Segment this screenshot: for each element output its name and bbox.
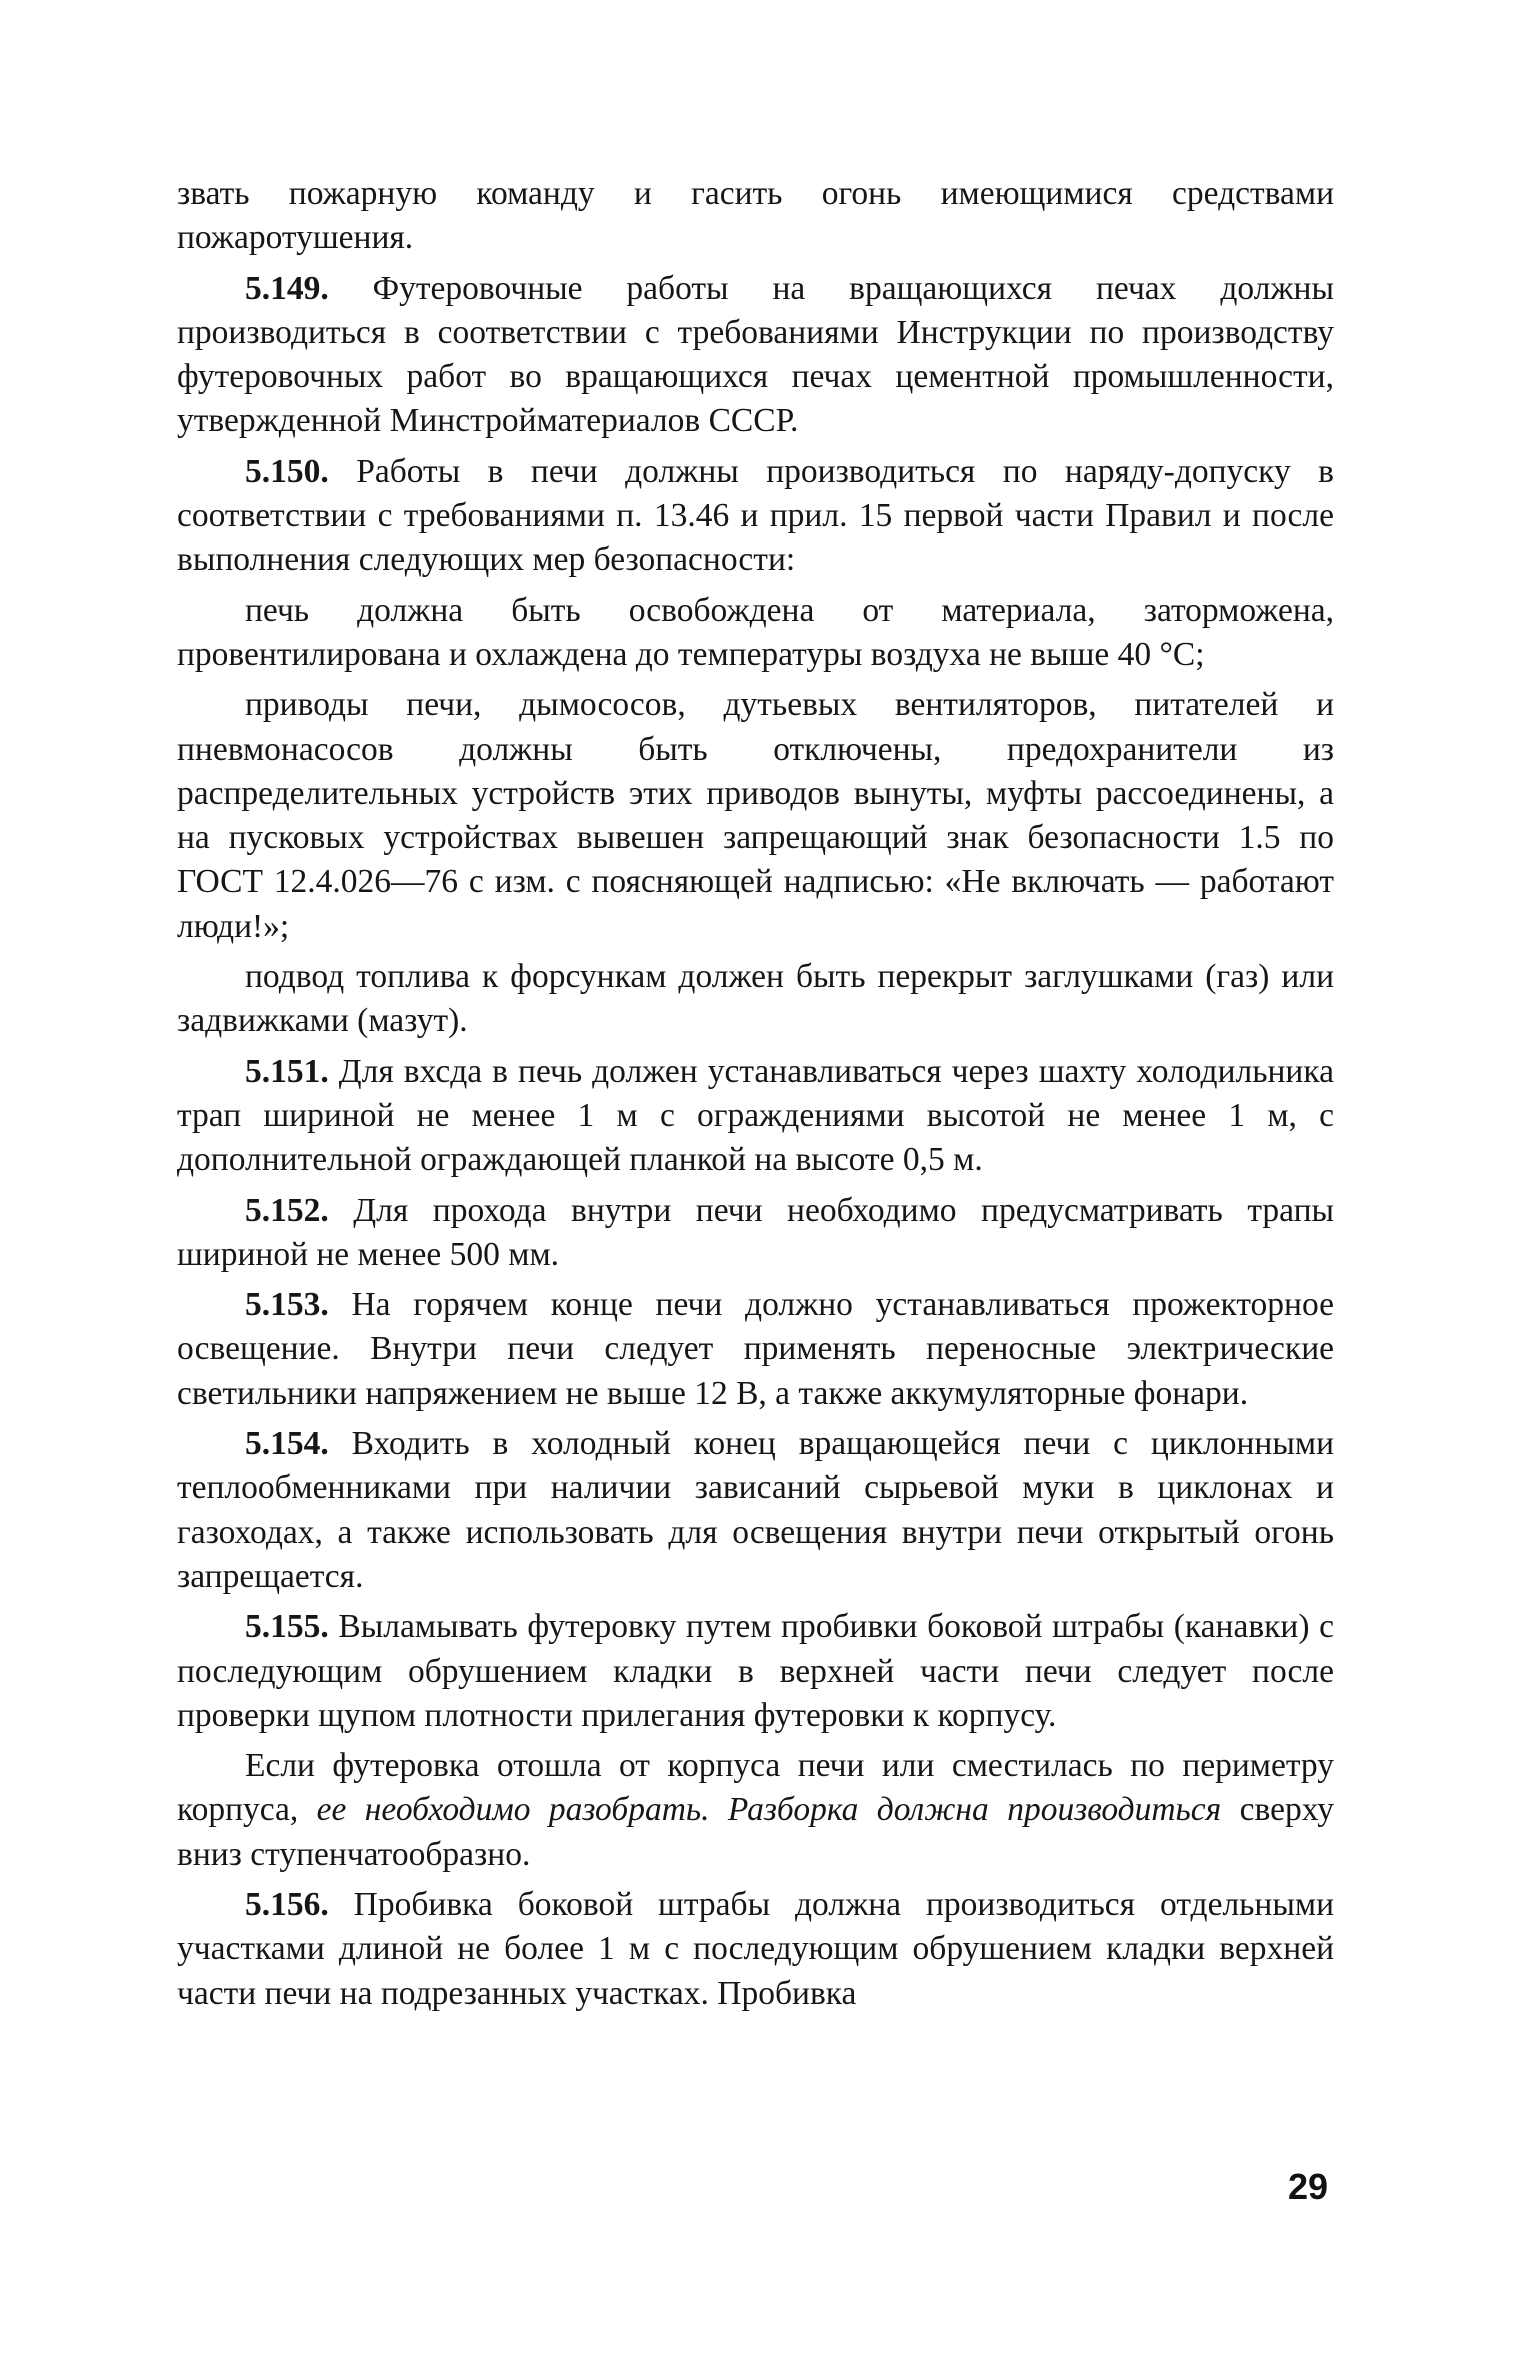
clause-number: 5.152.: [245, 1191, 329, 1229]
clause-number: 5.149.: [245, 269, 329, 307]
paragraph-text: звать пожарную команду и гасить огонь имеющимися средствами пожаротушения.: [177, 175, 1334, 257]
paragraph-italic-text: ее необходимо разобрать. Разборка должна производиться: [316, 1791, 1222, 1829]
paragraph-text-after: сверху вниз ступенчатообразно.: [177, 1791, 1334, 1873]
paragraph-text: Если футеровка отошла от корпуса печи или сместилась по периметру корпуса,: [177, 1747, 1334, 1829]
list-item-furnace: [177, 589, 1334, 678]
paragraph-continuation: [177, 172, 1334, 261]
paragraph-text: Для вхсда в печь должен устанавливаться через шахту холодильника трап шириной не менее 1 м с ограждениями высотой не менее 1 м, с дополнительной ограждающей планкой на высоте 0,5 м.: [177, 1052, 1334, 1179]
paragraph-text: Футеровочные работы на вращающихся печах должны производиться в соответствии с требованиями Инструкции по производству футеровочных работ во вращающихся печах цементной промышленности, утвержденной Минстройматериалов СССР.: [177, 269, 1334, 440]
paragraph-text: Входить в холодный конец вращающейся печи с циклонными теплообменниками при наличии зависаний сырьевой муки в циклонах и газоходах, а также использовать для освещения внутри печи открытый огонь запрещается.: [177, 1425, 1334, 1595]
paragraph-5-150: [177, 450, 1334, 583]
clause-number: 5.151.: [245, 1052, 329, 1090]
paragraph-text: На горячем конце печи должно устанавливаться прожекторное освещение. Внутри печи следует применять переносные электрические светильники напряжением не выше 12 В, а также аккумуляторные фонари.: [177, 1286, 1334, 1412]
paragraph-text: подвод топлива к форсункам должен быть перекрыт заглушками (газ) или задвижками (мазут).: [177, 958, 1334, 1040]
clause-number: 5.156.: [245, 1885, 329, 1923]
paragraph-5-153: [177, 1283, 1334, 1416]
paragraph-text: печь должна быть освобождена от материала, заторможена, провентилирована и охлаждена до температуры воздуха не выше 40 °С;: [177, 591, 1334, 673]
paragraph-5-152: [177, 1189, 1334, 1278]
paragraph-lining-displaced: [177, 1744, 1334, 1877]
page-body: [177, 172, 1334, 2022]
list-item-drives: [177, 683, 1334, 949]
page-number: 29: [1288, 2166, 1329, 2207]
paragraph-text: Для прохода внутри печи необходимо предусматривать трапы шириной не менее 500 мм.: [177, 1191, 1334, 1273]
clause-number: 5.154.: [245, 1425, 329, 1463]
list-item-fuel: [177, 955, 1334, 1044]
clause-number: 5.153.: [245, 1286, 329, 1324]
paragraph-text: Пробивка боковой штрабы должна производиться отдельными участками длиной не более 1 м с последующим обрушением кладки верхней части печи на подрезанных участках. Пробивка: [177, 1885, 1334, 2012]
clause-number: 5.155.: [245, 1608, 329, 1646]
paragraph-5-151: [177, 1050, 1334, 1183]
clause-number: 5.150.: [245, 452, 329, 490]
paragraph-5-149: [177, 267, 1334, 444]
paragraph-5-156: [177, 1883, 1334, 2016]
paragraph-5-154: [177, 1422, 1334, 1599]
paragraph-text: приводы печи, дымососов, дутьевых вентиляторов, питателей и пневмонасосов должны быть отключены, предохранители из распределительных устройств этих приводов вынуты, муфты рассоединены, а на пусковых устройствах вывешен запрещающий знак безопасности 1.5 по ГОСТ 12.4.026—76 с изм. с поясняющей надписью: «Не включать — работают люди!»;: [177, 686, 1334, 945]
paragraph-5-155: [177, 1605, 1334, 1738]
paragraph-text: Выламывать футеровку путем пробивки боковой штрабы (канавки) с последующим обрушением кладки в верхней части печи следует после проверки щупом плотности прилегания футеровки к корпусу.: [177, 1608, 1334, 1734]
paragraph-text: Работы в печи должны производиться по наряду-допуску в соответствии с требованиями п. 13.46 и прил. 15 первой части Правил и после выполнения следующих мер безопасности:: [177, 452, 1334, 579]
